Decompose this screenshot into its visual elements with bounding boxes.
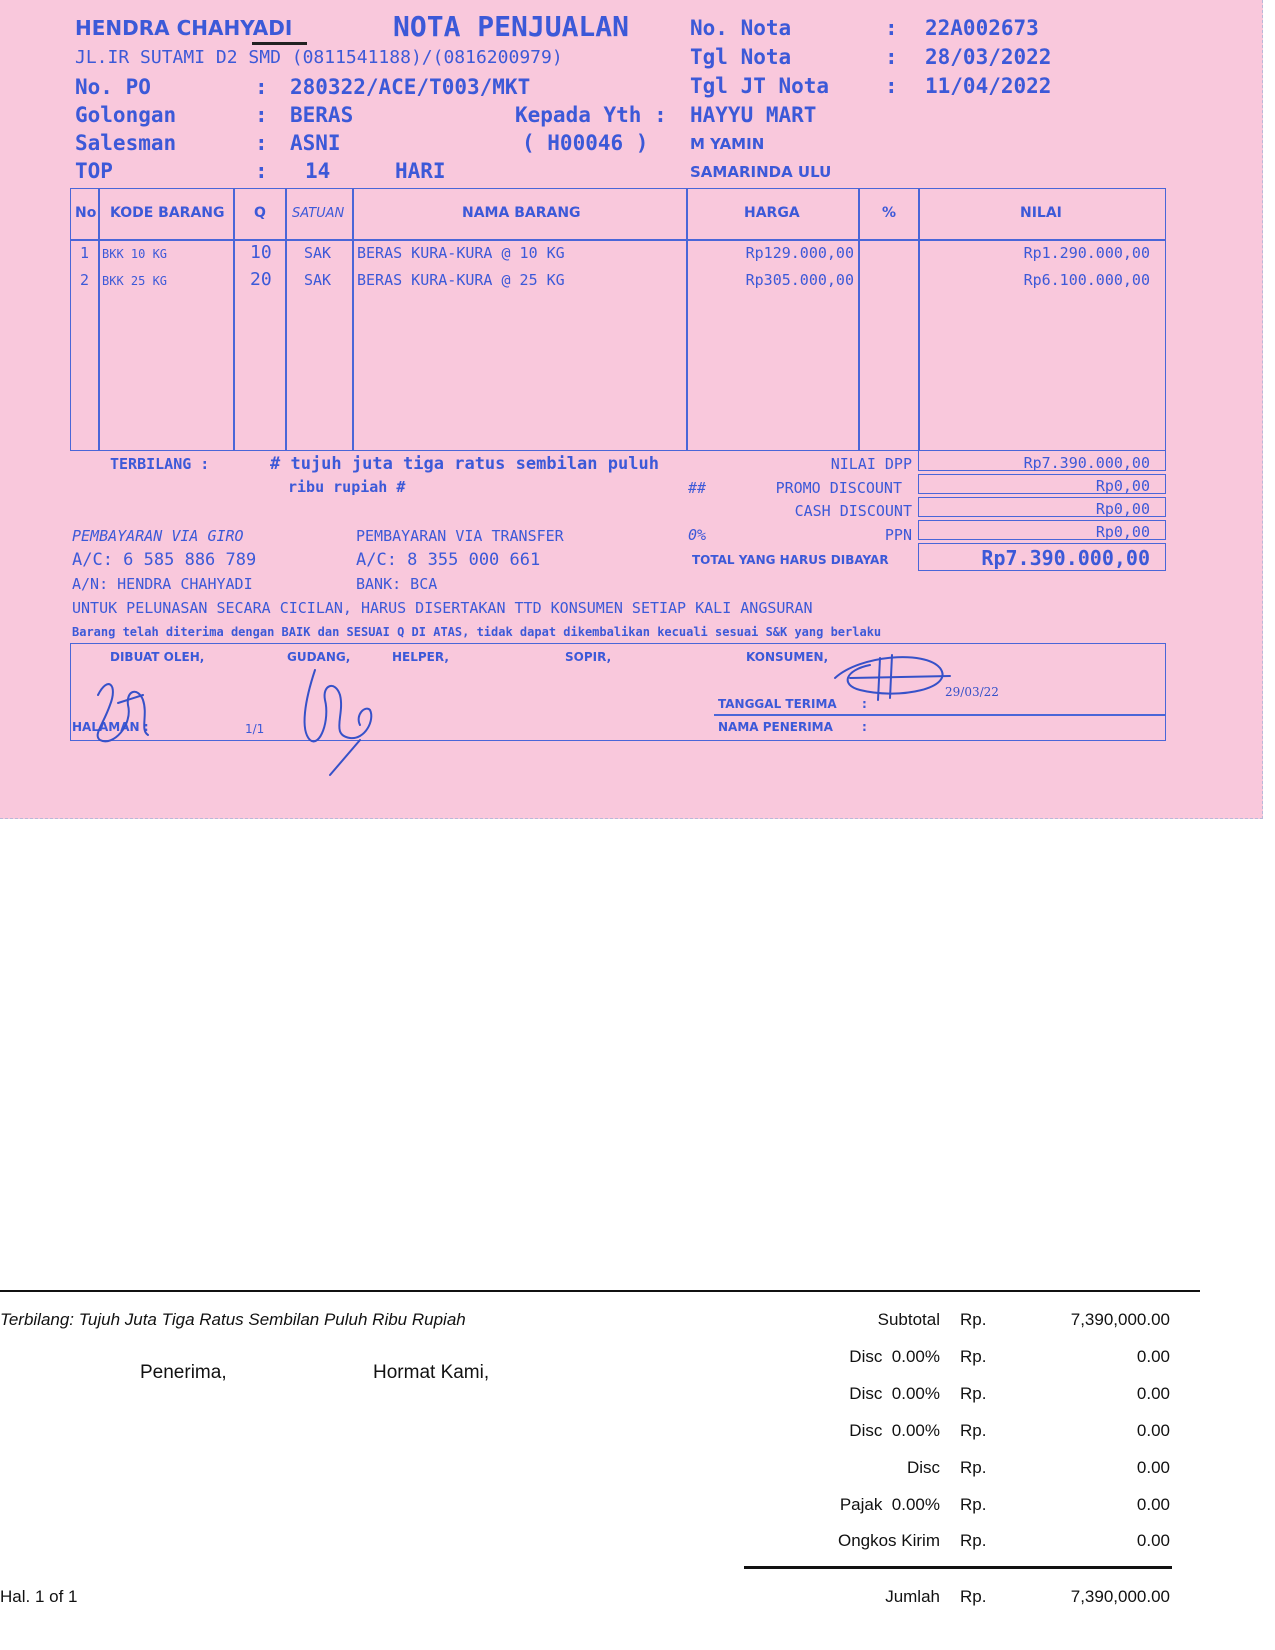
col-header-nilai: NILAI <box>1020 205 1062 221</box>
tgl-nota-value: 28/03/2022 <box>925 45 1052 69</box>
sig-dibuat: DIBUAT OLEH, <box>110 650 205 664</box>
colon: : <box>885 16 898 40</box>
dpp-label: NILAI DPP <box>830 455 912 473</box>
ppn-value: Rp0,00 <box>1095 523 1150 541</box>
row1-no: 1 <box>80 244 90 262</box>
ppn-prefix: 0% <box>688 526 707 544</box>
sig-gudang: GUDANG, <box>287 650 351 664</box>
transfer-title: PEMBAYARAN VIA TRANSFER <box>356 527 564 545</box>
no-po-label: No. PO <box>75 75 151 99</box>
dpp-value: Rp7.390.000,00 <box>1023 454 1150 472</box>
top-unit: HARI <box>395 159 446 183</box>
cicilan-note: UNTUK PELUNASAN SECARA CICILAN, HARUS DISERTAKAN TTD KONSUMEN SETIAP KALI ANGSURAN <box>72 599 813 617</box>
receive-rule <box>714 714 1166 716</box>
summary-label: Disc 0.00% <box>849 1347 940 1366</box>
total-label: TOTAL YANG HARUS DIBAYAR <box>692 553 889 567</box>
col-header-nama: NAMA BARANG <box>462 205 581 221</box>
colon: : <box>255 75 268 99</box>
terbilang-label: TERBILANG : <box>110 455 210 473</box>
golongan-value: BERAS <box>290 103 354 127</box>
top-value: 14 <box>305 159 331 183</box>
colon: : <box>255 159 268 183</box>
no-nota-label: No. Nota <box>690 16 792 40</box>
colon: : <box>885 45 898 69</box>
signature-dibuat <box>88 665 168 750</box>
col-header-satuan: SATUAN <box>292 206 345 221</box>
halaman-value: 1/1 <box>245 722 265 736</box>
row2-nilai: Rp6.100.000,00 <box>1023 271 1150 289</box>
customer-label: Kepada Yth : <box>515 103 667 127</box>
total-rule <box>744 1566 1172 1569</box>
promo-label: PROMO DISCOUNT <box>775 479 902 497</box>
col-divider <box>285 188 287 451</box>
barang-note: Barang telah diterima dengan BAIK dan SESUAI Q DI ATAS, tidak dapat dikembalikan kecuali sesuai S&K yang berlaku <box>72 625 882 639</box>
signature-gudang <box>290 660 400 780</box>
colon: : <box>862 720 867 734</box>
row2-nama: BERAS KURA-KURA @ 25 KG <box>357 271 565 289</box>
summary-label: Pajak 0.00% <box>839 1495 940 1514</box>
transfer-account: A/C: 8 355 000 661 <box>356 550 541 570</box>
sig-helper: HELPER, <box>392 650 449 664</box>
total-value: Rp7.390.000,00 <box>981 546 1150 570</box>
summary-value: 7,390,000.00 <box>1070 1310 1170 1329</box>
summary-label: Subtotal <box>877 1310 940 1329</box>
col-header-no: No <box>75 205 97 221</box>
colon: : <box>862 697 867 711</box>
col-divider <box>352 188 354 451</box>
terbilang-line2: ribu rupiah # <box>288 478 406 496</box>
row1-satuan: SAK <box>304 244 332 262</box>
pen-mark <box>252 42 307 45</box>
row2-q: 20 <box>250 269 272 290</box>
jumlah-label: Jumlah <box>885 1587 940 1606</box>
seller-address: JL.IR SUTAMI D2 SMD (0811541188)/(0816200979) <box>75 47 563 68</box>
col-header-q: Q <box>254 205 266 221</box>
row2-kode: BKK 25 KG <box>102 274 168 288</box>
promo-value: Rp0,00 <box>1095 477 1150 495</box>
summary-value: 0.00 <box>1136 1347 1170 1366</box>
giro-account: A/C: 6 585 886 789 <box>72 550 257 570</box>
col-divider <box>858 188 860 451</box>
currency: Rp. <box>960 1310 987 1329</box>
seller-name: HENDRA CHAHYADI <box>75 16 293 40</box>
printout-footer <box>0 1290 1275 1650</box>
summary-value: 0.00 <box>1136 1495 1170 1514</box>
col-divider <box>686 188 688 451</box>
tgl-nota-label: Tgl Nota <box>690 45 792 69</box>
footer-terbilang: Terbilang: Tujuh Juta Tiga Ratus Sembilan Puluh Ribu Rupiah <box>0 1310 466 1329</box>
promo-prefix: ## <box>688 479 707 497</box>
row1-nilai: Rp1.290.000,00 <box>1023 244 1150 262</box>
tanggal-terima-label: TANGGAL TERIMA <box>718 697 837 711</box>
summary-value: 0.00 <box>1136 1421 1170 1440</box>
salesman-value: ASNI <box>290 131 341 155</box>
no-po-value: 280322/ACE/T003/MKT <box>290 75 531 99</box>
col-divider <box>98 188 100 451</box>
col-header-kode: KODE BARANG <box>110 205 225 221</box>
colon: : <box>885 74 898 98</box>
currency: Rp. <box>960 1587 987 1606</box>
top-label: TOP <box>75 159 113 183</box>
document-title: NOTA PENJUALAN <box>393 10 630 43</box>
customer-name: HAYYU MART <box>690 103 817 127</box>
signature-box <box>70 643 1166 741</box>
summary-label: Disc 0.00% <box>849 1384 940 1403</box>
salesman-label: Salesman <box>75 131 177 155</box>
page-indicator: Hal. 1 of 1 <box>0 1587 78 1606</box>
hormat-kami-label: Hormat Kami, <box>373 1362 490 1383</box>
tgl-jt-value: 11/04/2022 <box>925 74 1052 98</box>
currency: Rp. <box>960 1347 987 1366</box>
summary-value: 0.00 <box>1136 1458 1170 1477</box>
summary-value: 0.00 <box>1136 1531 1170 1550</box>
row1-kode: BKK 10 KG <box>102 247 168 261</box>
penerima-label: Penerima, <box>140 1362 227 1383</box>
currency: Rp. <box>960 1531 987 1550</box>
currency: Rp. <box>960 1421 987 1440</box>
giro-account-name: A/N: HENDRA CHAHYADI <box>72 575 253 593</box>
sig-konsumen: KONSUMEN, <box>746 650 829 664</box>
col-header-disc: % <box>882 205 897 221</box>
colon: : <box>255 131 268 155</box>
row1-q: 10 <box>250 242 272 263</box>
top-rule <box>0 1290 1200 1292</box>
currency: Rp. <box>960 1495 987 1514</box>
col-divider <box>233 188 235 451</box>
tgl-jt-label: Tgl JT Nota <box>690 74 830 98</box>
summary-label: Disc 0.00% <box>849 1421 940 1440</box>
row1-nama: BERAS KURA-KURA @ 10 KG <box>357 244 565 262</box>
col-divider <box>918 188 920 451</box>
summary-label: Ongkos Kirim <box>837 1531 940 1550</box>
row2-harga: Rp305.000,00 <box>745 271 854 289</box>
summary-label: Disc <box>906 1458 940 1477</box>
currency: Rp. <box>960 1458 987 1477</box>
halaman-label: HALAMAN : <box>72 720 149 734</box>
currency: Rp. <box>960 1384 987 1403</box>
row2-satuan: SAK <box>304 271 332 289</box>
transfer-bank: BANK: BCA <box>356 575 438 593</box>
no-nota-value: 22A002673 <box>925 16 1039 40</box>
sig-sopir: SOPIR, <box>565 650 612 664</box>
summary-value: 0.00 <box>1136 1384 1170 1403</box>
terbilang-line1: # tujuh juta tiga ratus sembilan puluh <box>270 454 659 474</box>
golongan-label: Golongan <box>75 103 177 127</box>
giro-title: PEMBAYARAN VIA GIRO <box>72 527 244 545</box>
colon: : <box>255 103 268 127</box>
row2-no: 2 <box>80 271 90 289</box>
customer-code: ( H00046 ) <box>522 131 649 155</box>
col-header-harga: HARGA <box>744 205 800 221</box>
handwritten-date: 29/03/22 <box>945 685 999 699</box>
row1-harga: Rp129.000,00 <box>745 244 854 262</box>
customer-city: SAMARINDA ULU <box>690 163 832 181</box>
jumlah-value: 7,390,000.00 <box>1070 1587 1170 1606</box>
cash-label: CASH DISCOUNT <box>794 502 912 520</box>
ppn-label: PPN <box>884 526 912 544</box>
cash-value: Rp0,00 <box>1095 500 1150 518</box>
signature-konsumen <box>830 650 960 705</box>
customer-contact: M YAMIN <box>690 135 765 153</box>
nama-penerima-label: NAMA PENERIMA <box>718 720 833 734</box>
sales-note <box>0 0 1263 819</box>
